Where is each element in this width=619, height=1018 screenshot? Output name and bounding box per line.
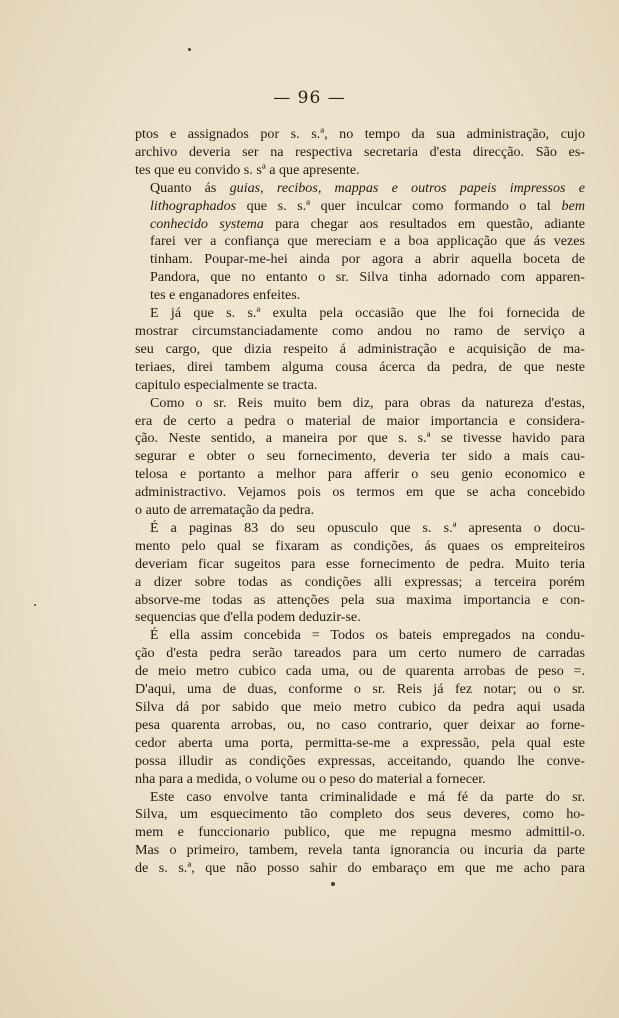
text-line: Mas o primeiro, tambem, revela tanta ignorancia ou incuria da parte [135,842,585,859]
text-line: ção d'esta pedra serão tareados para um certo numero de carradas [135,645,585,662]
text-line: deveriam ficar sugeitos para esse fornecimento de pedra. Muito teria [135,555,585,572]
text-line [135,198,585,216]
text-run: que s. s.ª quer inculcar como formando o tal [236,197,562,214]
text-line: capitulo especialmente se tracta. [135,376,318,393]
text-line: de s. s.ª, que não posso sahir do embaraço em que me acho para [135,860,585,877]
text-line: mento pelo qual se fixaram as condições, ás quaes os empreiteiros [135,537,585,554]
text-line: Silva, um esquecimento tão completo dos seus deveres, como ho- [135,806,585,823]
text-line: administractivo. Vejamos pois os termos em que se acha concebido [135,484,585,501]
text-line: Este caso envolve tanta criminalidade e má fé da parte do sr. [150,788,585,805]
paragraph [135,627,585,788]
paper-speck [331,882,335,886]
body-text [135,126,585,878]
paragraph [135,126,585,180]
italic-run: conhecido systema [150,215,264,232]
text-line: Como o sr. Reis muito bem diz, para obras da natureza d'estas, [150,394,585,411]
text-line: pesa quarenta arrobas, ou, no caso contrario, quer deixar ao forne- [135,716,585,733]
paragraph [135,789,585,879]
paper-speck [188,48,191,51]
text-line: a dizer sobre todas as condições alli expressas; a terceira porém [135,573,585,590]
text-line: telosa e portanto a melhor para afferir o seu genio economico e [135,466,585,483]
text-line: tes que eu convido s. sª a que apresente. [135,161,360,178]
text-line: sequencias que d'ella podem deduzir-se. [135,609,361,626]
italic-run: bem [561,197,585,214]
text-line: teriaes, direi tambem alguma cousa ácerca da pedra, de que neste [135,358,585,375]
paper-speck [34,604,36,606]
text-line [135,180,585,198]
text-line: o auto de arrematação da pedra. [135,502,315,519]
text-line [135,216,585,234]
text-line: Pandora, que no entanto o sr. Silva tinha adornado com apparen- [150,269,585,286]
paragraph [135,395,585,520]
text-run: Quanto ás [150,179,230,196]
text-line: seu cargo, que dizia respeito á administração e acquisição de ma- [135,340,585,357]
text-line: era de certo a pedra o material de maior importancia e considera- [135,412,585,429]
paragraph [135,305,585,395]
text-line: segurar e obter o seu fornecimento, deveria ter sido a mais cau- [135,448,585,465]
text-line: possa illudir as condições expressas, acceitando, quando lhe conve- [135,752,585,769]
text-line: D'aqui, uma de duas, conforme o sr. Reis já fez notar; ou o sr. [135,681,585,698]
paragraph [135,520,585,627]
text-line: archivo deveria ser na respectiva secretaria d'esta direcção. São es- [135,143,585,160]
text-line: ptos e assignados por s. s.ª, no tempo da sua administração, cujo [135,126,585,142]
text-line: É a paginas 83 do seu opusculo que s. s.ª apresenta o docu- [150,519,585,536]
text-line: de meio metro cubico cada uma, ou de quarenta arrobas de peso =. [135,663,585,680]
text-line: E já que s. s.ª exulta pela occasião que lhe foi fornecida de [150,305,585,322]
text-line: ção. Neste sentido, a maneira por que s. s.ª se tivesse havido para [135,430,585,447]
paragraph [135,180,585,305]
text-line: farei ver a confiança que mereciam e a boa applicação que ás vezes [150,233,585,250]
page-number: — 96 — [273,88,346,108]
text-line: Silva dá por sabido que meio metro cubico da pedra aqui usada [135,699,585,715]
italic-run: guias, recibos, mappas e outros papeis impressos e [229,179,585,196]
text-line: mem e funccionario publico, que me repugna mesmo admittil-o. [135,824,585,841]
text-line: cedor aberta uma porta, permitta-se-me a expressão, pela qual este [135,734,585,751]
text-line: tinham. Poupar-me-hei ainda por agora a abrir aquella boceta de [150,251,585,268]
text-line: mostrar circumstanciadamente como andou no ramo de serviço a [135,322,585,339]
text-line: tes e enganadores enfeites. [150,287,301,304]
text-line: É ella assim concebida = Todos os bateis empregados na condu- [150,627,585,644]
text-run: para chegar aos resultados em questão, adiante [263,215,585,232]
text-line: nha para a medida, o volume ou o peso do material a fornecer. [135,770,486,787]
text-line: absorve-me todas as attenções pela sua maxima importancia e con- [135,591,585,608]
italic-run: lithographados [150,197,237,214]
